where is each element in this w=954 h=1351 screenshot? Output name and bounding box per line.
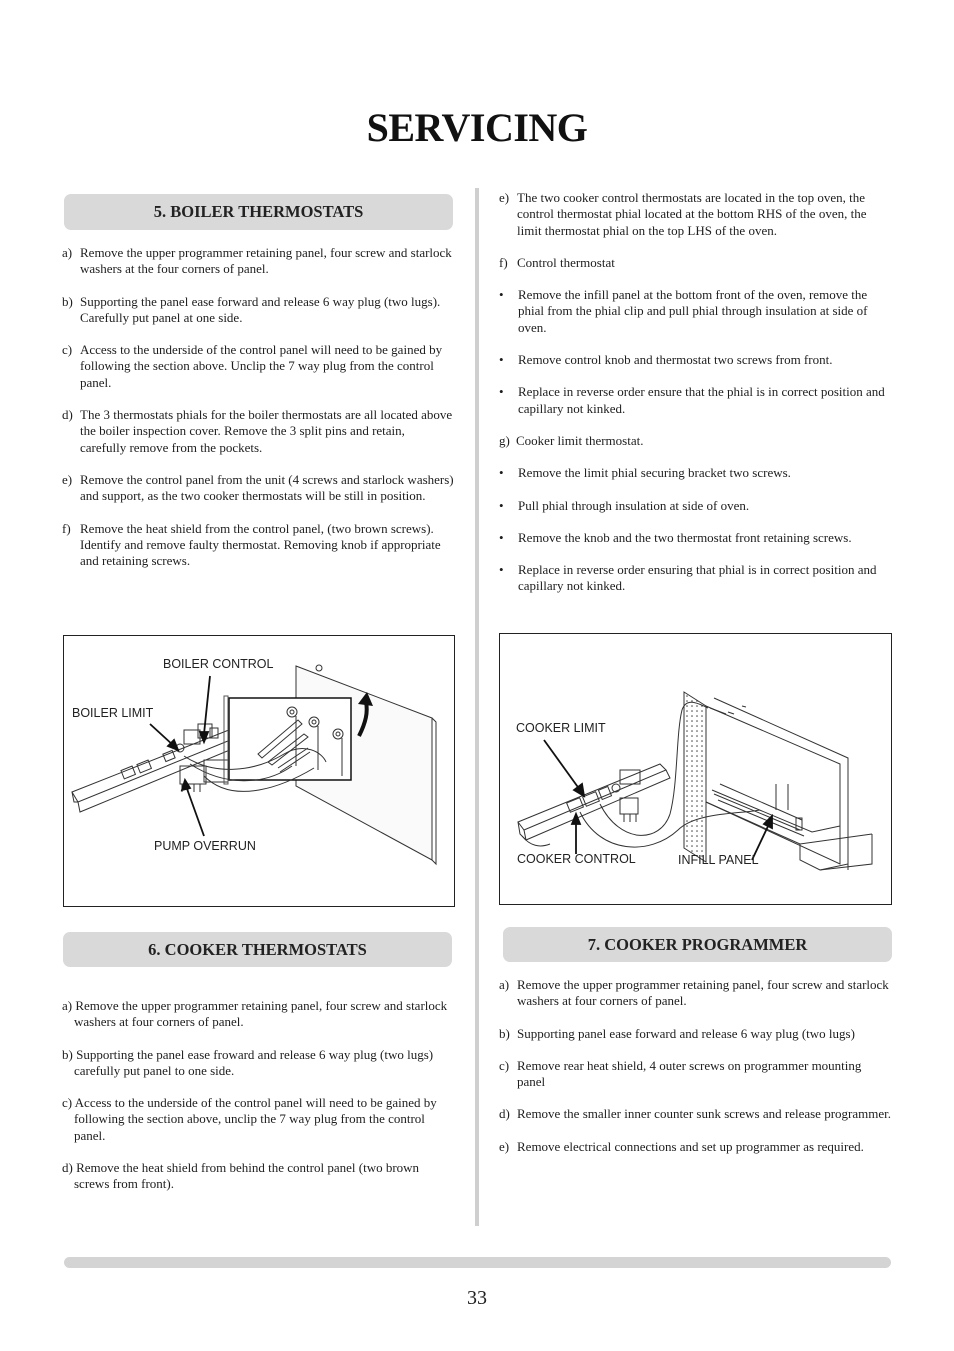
step-label: d) — [499, 1106, 510, 1122]
step-text: Remove the heat shield from behind the control panel (two brown screws from front). — [74, 1160, 420, 1192]
step-item — [62, 472, 454, 505]
boiler-control-panel-drawing — [64, 636, 454, 906]
step-item — [62, 294, 454, 327]
bullet-text: Replace in reverse order ensure that the phial is in correct position and capillary not kinked. — [518, 384, 885, 416]
bullet-item — [499, 384, 891, 417]
section-heading-text: 7. COOKER PROGRAMMER — [587, 934, 808, 954]
page-number: 33 — [467, 1287, 487, 1309]
step-label: c) — [499, 1057, 510, 1073]
bullet-dot: • — [499, 384, 504, 400]
step-label: c) — [62, 342, 73, 358]
bullet-dot: • — [499, 497, 504, 513]
footer-bar — [64, 1257, 891, 1268]
bullet-item — [499, 562, 891, 595]
step-item — [499, 190, 891, 239]
step-label: e) — [499, 1138, 510, 1154]
section-heading-text: 5. BOILER THERMOSTATS — [153, 202, 364, 221]
step-item — [499, 977, 892, 1010]
step-text: Control thermostat — [517, 254, 615, 270]
boiler-control-callout: BOILER CONTROL — [163, 657, 274, 671]
step-label: a) — [62, 245, 73, 260]
step-text: Remove the control panel from the unit (4 screws and starlock washers) and support, as the two cooker thermostats will be still in position. — [80, 471, 454, 504]
step-label: e) — [499, 190, 510, 205]
column-divider — [475, 188, 479, 1226]
bullet-text: Remove control knob and thermostat two screws from front. — [518, 352, 833, 368]
step-text: Remove the upper programmer retaining panel, four screw and starlock washers at the four corners of panel. — [80, 245, 452, 277]
step-label: c) — [62, 1095, 73, 1111]
step-text: Cooker limit thermostat. — [516, 432, 644, 448]
step-label: b) — [62, 293, 73, 309]
bullet-dot: • — [499, 352, 504, 368]
step-text: Supporting the panel ease froward and release 6 way plug (two lugs) carefully put panel to one side. — [74, 1046, 434, 1078]
step-item — [499, 1026, 892, 1042]
infill-panel-callout: INFILL PANEL — [678, 853, 759, 867]
bullet-item — [499, 498, 891, 514]
step-item — [62, 407, 454, 456]
step-item — [499, 1106, 892, 1122]
step-label: a) — [62, 998, 73, 1013]
step-text: Remove the upper programmer retaining panel, four screw and starlock washers at four corners of panel. — [517, 977, 889, 1009]
boiler-thermostats-diagram — [63, 635, 455, 907]
step-label: d) — [62, 407, 73, 423]
step-item — [499, 433, 891, 449]
step-text: Access to the underside of the control panel will need to be gained by following the section above. Unclip the 7 way plug from the control panel. — [80, 342, 443, 390]
bullet-item — [499, 465, 891, 481]
cooker-limit-callout: COOKER LIMIT — [516, 721, 606, 735]
bullet-dot: • — [499, 287, 504, 303]
step-item — [62, 521, 454, 570]
step-label: e) — [62, 471, 73, 487]
step-item — [62, 245, 454, 278]
bullet-text: Remove the infill panel at the bottom front of the oven, remove the phial from the phial clip and pull phial through insulation at side of oven. — [518, 287, 868, 335]
step-item — [499, 1139, 892, 1155]
bullet-text: Replace in reverse order ensuring that phial is in correct position and capillary not kinked. — [518, 562, 877, 594]
step-item — [499, 1058, 892, 1091]
cooker-control-callout: COOKER CONTROL — [517, 852, 636, 866]
step-item — [62, 1160, 454, 1193]
step-text: Remove the smaller inner counter sunk screws and release programmer. — [517, 1106, 891, 1122]
section-heading-text: 6. COOKER THERMOSTATS — [148, 939, 367, 959]
boiler-limit-callout: BOILER LIMIT — [72, 706, 154, 720]
cooker-programmer-steps — [499, 977, 892, 1171]
step-text: Remove the heat shield from the control panel, (two brown screws). Identify and remove faulty thermostat. Removing knob if appropriate and retaining screws. — [80, 520, 441, 569]
bullet-text: Remove the knob and the two thermostat front retaining screws. — [518, 529, 852, 545]
bullet-text: Pull phial through insulation at side of oven. — [518, 497, 750, 513]
bullet-item — [499, 287, 891, 336]
cooker-thermostats-diagram — [499, 633, 892, 905]
step-item — [62, 998, 454, 1031]
step-label: f) — [499, 254, 508, 270]
step-label: a) — [499, 977, 510, 992]
step-label: d) — [62, 1160, 73, 1176]
section-header-boiler-thermostats — [64, 194, 453, 230]
section-header-cooker-thermostats — [63, 932, 452, 967]
cooker-thermostats-steps — [62, 998, 454, 1209]
step-item — [62, 342, 454, 391]
bullet-dot: • — [499, 529, 504, 545]
section-header-cooker-programmer — [503, 927, 892, 962]
step-text: Supporting panel ease forward and release 6 way plug (two lugs) — [517, 1025, 855, 1041]
step-text: Supporting the panel ease forward and release 6 way plug (two lugs). Carefully put panel at one side. — [80, 293, 441, 325]
bullet-item — [499, 352, 891, 368]
step-text: Access to the underside of the control panel will need to be gained by following the section above, unclip the 7 way plug from the control panel. — [74, 1095, 437, 1143]
bullet-item — [499, 530, 891, 546]
bullet-dot: • — [499, 562, 504, 578]
step-label: g) — [499, 432, 510, 448]
step-item — [62, 1095, 454, 1144]
step-label: b) — [499, 1025, 510, 1041]
bullet-text: Remove the limit phial securing bracket two screws. — [518, 465, 791, 481]
step-text: The 3 thermostats phials for the boiler thermostats are all located above the boiler inspection cover. Remove the 3 split pins and retain, carefully remove from the pockets. — [80, 407, 453, 455]
step-item — [499, 255, 891, 271]
boiler-thermostats-steps — [62, 245, 454, 585]
cooker-thermostats-continued — [499, 190, 891, 611]
pump-overrun-callout: PUMP OVERRUN — [154, 839, 256, 853]
page-title: SERVICING — [366, 105, 588, 150]
step-text: Remove electrical connections and set up programmer as required. — [517, 1138, 864, 1154]
step-text: Remove rear heat shield, 4 outer screws on programmer mounting panel — [517, 1057, 862, 1090]
bullet-dot: • — [499, 465, 504, 481]
step-text: The two cooker control thermostats are located in the top oven, the control thermostat phial located at the bottom RHS of the oven, the limit thermostat phial on the top LHS of the oven. — [517, 190, 867, 238]
step-item — [62, 1047, 454, 1080]
step-label: f) — [62, 520, 71, 536]
step-text: Remove the upper programmer retaining panel, four screw and starlock washers at four corners of panel. — [74, 998, 448, 1030]
step-label: b) — [62, 1046, 73, 1062]
